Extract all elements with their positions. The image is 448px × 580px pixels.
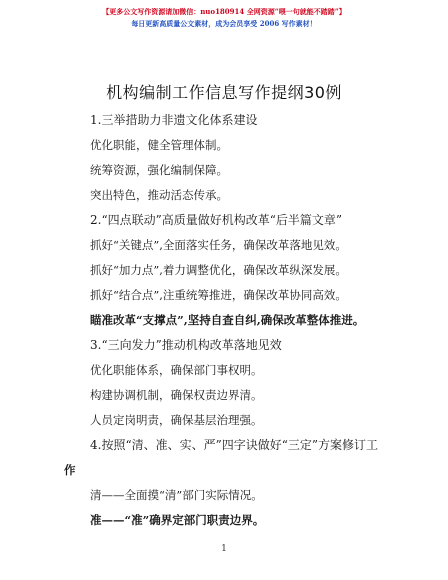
section-heading-2: 2.“四点联动”高质量做好机构改革“后半篇文章”	[90, 213, 342, 227]
body-line: 构建协调机制，确保权责边界清。	[90, 388, 263, 402]
body-line: 抓好“关键点”,全面落实任务，确保改革落地见效。	[90, 238, 347, 252]
page-number: 1	[221, 544, 227, 554]
document-title: 机构编制工作信息写作提纲30例	[106, 83, 342, 102]
section-heading-4: 4.按照“清、准、实、严”四字诀做好“三定”方案修订工	[90, 438, 378, 452]
promo-banner-line-2: 每日更新高质量公文素材，成为会员享受 2006 写作素材！	[131, 19, 317, 28]
body-line: 统筹资源，强化编制保障。	[90, 163, 228, 177]
body-line: 准——“准”确界定部门职责边界。	[90, 513, 265, 527]
body-line: 瞄准改革“支撑点”,坚持自查自纠,确保改革整体推进。	[90, 313, 365, 327]
body-line: 清——全面摸“清”部门实际情况。	[90, 488, 263, 502]
section-heading-1: 1.三举措助力非遗文化体系建设	[90, 113, 258, 127]
body-line: 突出特色，推动活态传承。	[90, 188, 228, 202]
body-line: 优化职能，健全管理体制。	[90, 138, 228, 152]
body-line: 作	[64, 463, 76, 477]
body-line: 抓好“加力点”,着力调整优化，确保改革纵深发展。	[90, 263, 347, 277]
section-heading-3: 3.“三向发力”推动机构改革落地见效	[90, 338, 282, 352]
body-line: 抓好“结合点”,注重统筹推进，确保改革协同高效。	[90, 288, 347, 302]
body-line: 人员定岗明责，确保基层治理强。	[90, 413, 263, 427]
promo-banner-line-1: 【更多公文写作资源请加微信：nuo180914 全网资源“喂一句就能不踏踏”】	[102, 7, 346, 16]
body-line: 优化职能体系，确保部门事权明。	[90, 363, 263, 377]
